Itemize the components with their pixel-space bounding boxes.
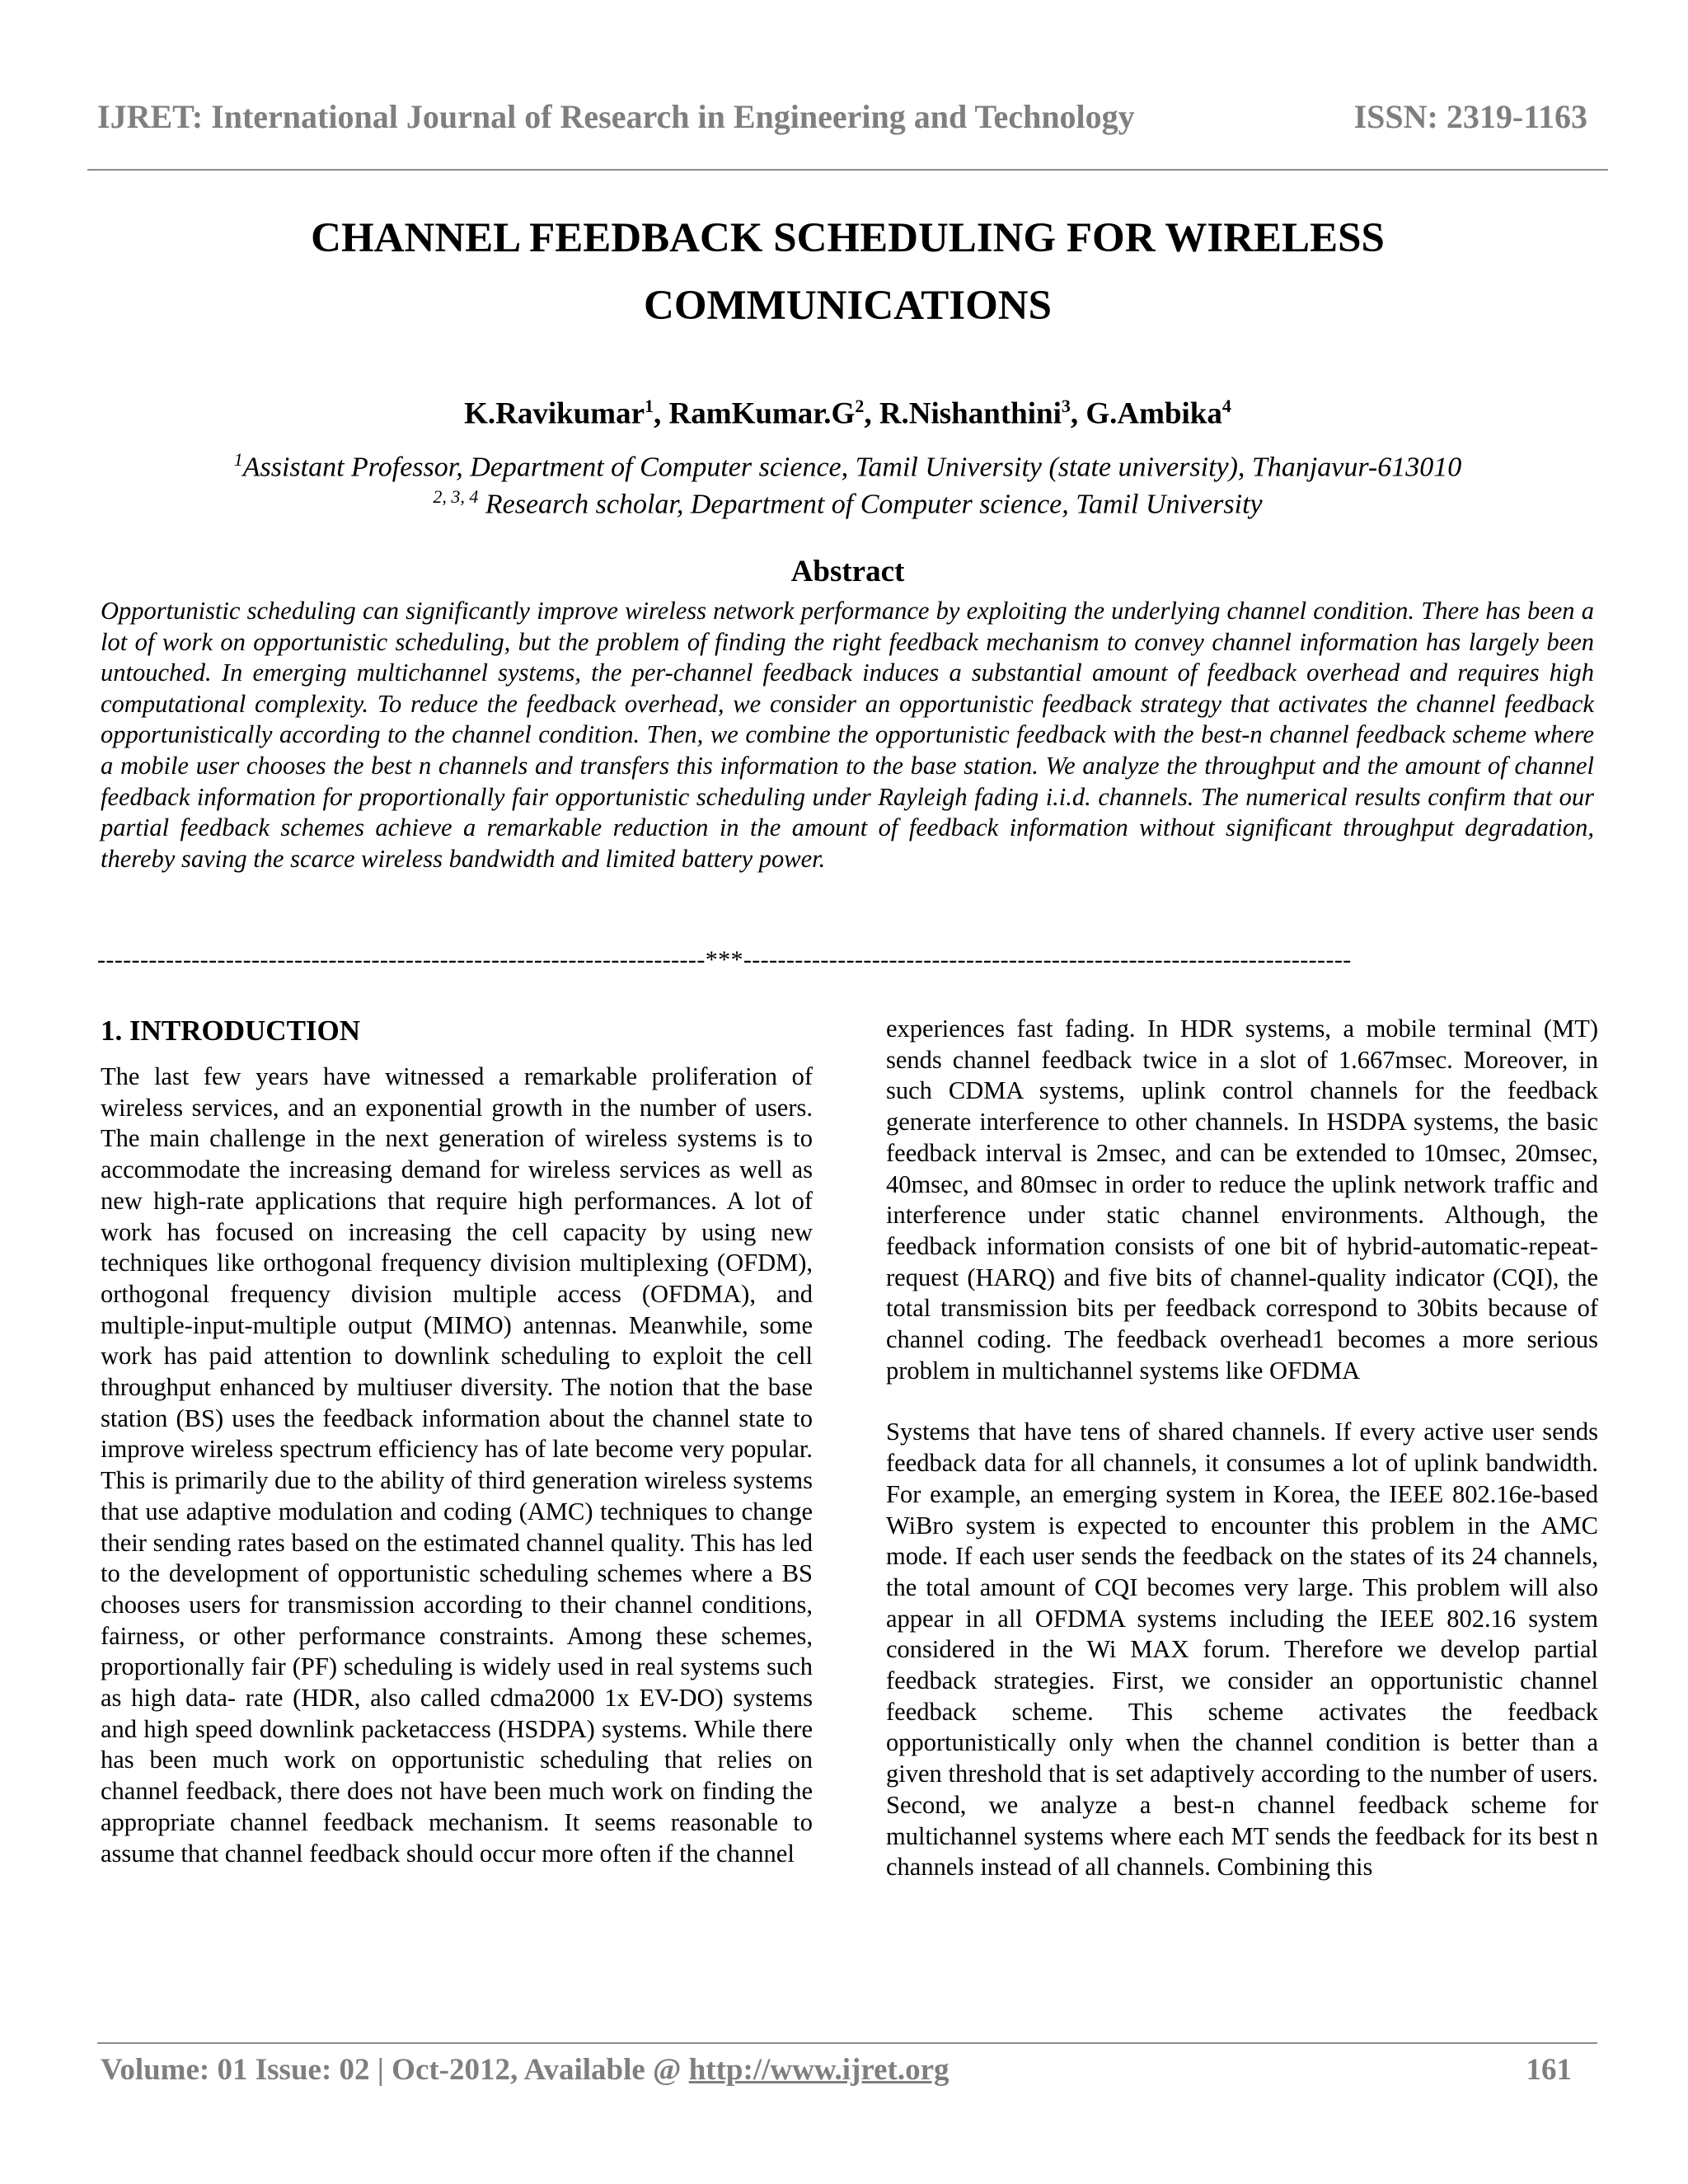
footer-text: Volume: 01 Issue: 02 | Oct-2012, Available @ <box>101 2053 689 2087</box>
author-name: K.Ravikumar <box>464 396 645 431</box>
author-superscript: 2 <box>855 396 865 416</box>
body-paragraph: Systems that have tens of shared channels. If every active user sends feedback data for all channels, it consumes a lot of uplink bandwidth. For example, an emerging system in Korea, the IEEE 802.16e-based WiBro system is expected to encounter this problem in the AMC mode. If each user sends the feedback on the states of its 24 channels, the total amount of CQI becomes very large. This problem will also appear in all OFDMA systems including the IEEE 802.16 system considered in the Wi MAX forum. Therefore we develop partial feedback strategies. First, we consider an opportunistic channel feedback scheme. This scheme activates the feedback opportunistically only when the channel condition is better than a given threshold that is set adaptively according to the number of users. Second, we analyze a best-n channel feedback scheme for multichannel systems where each MT sends the feedback for its best n channels instead of all channels. Combining this <box>886 1418 1598 1882</box>
journal-website-link[interactable]: http://www.ijret.org <box>688 2053 950 2087</box>
author-separator: , <box>1070 396 1086 431</box>
affiliation-1 <box>87 449 1608 483</box>
section-heading-introduction: 1. INTRODUCTION <box>101 1015 361 1047</box>
page-footer <box>101 2052 1576 2093</box>
author-name: RamKumar.G <box>668 396 856 431</box>
running-header <box>87 97 1608 138</box>
left-column <box>101 1012 813 1900</box>
header-divider <box>87 169 1608 171</box>
footer-volume-info <box>101 2052 950 2088</box>
author-separator: , <box>864 396 879 431</box>
title-line-1: CHANNEL FEEDBACK SCHEDULING FOR WIRELESS <box>311 215 1385 261</box>
author-superscript: 4 <box>1221 396 1231 416</box>
affiliation-text: Research scholar, Department of Computer science, Tamil University <box>478 489 1263 520</box>
right-column <box>886 1014 1598 1914</box>
affiliation-superscript: 1 <box>233 449 243 470</box>
author-superscript: 3 <box>1061 396 1071 416</box>
paper-title <box>87 204 1608 340</box>
body-paragraph: experiences fast fading. In HDR systems, a mobile terminal (MT) sends channel feedback twice in a slot of 1.667msec. Moreover, in such CDMA systems, uplink control channels for the feedback generate interference to other channels. In HSDPA systems, the basic feedback interval is 2msec, and can be extended to 10msec, 20msec, 40msec, and 80msec in order to reduce the uplink network traffic and interference under static channel environments. Although, the feedback information consists of one bit of hybrid-automatic-repeat-request (HARQ) and five bits of channel-quality indicator (CQI), the total transmission bits per feedback correspond to 30bits because of channel coding. The feedback overhead1 becomes a more serious problem in multichannel systems like OFDMA <box>886 1015 1598 1385</box>
author-name: G.Ambika <box>1085 396 1222 431</box>
title-line-2: COMMUNICATIONS <box>644 283 1052 329</box>
author-separator: , <box>654 396 669 431</box>
journal-name: IJRET: International Journal of Research in Engineering and Technology <box>97 98 1135 135</box>
abstract-heading: Abstract <box>790 555 905 588</box>
affiliation-superscript: 2, 3, 4 <box>433 486 479 507</box>
author-list <box>87 396 1608 431</box>
affiliation-2 <box>87 486 1608 520</box>
affiliation-text: Assistant Professor, Department of Computer science, Tamil University (state university), Thanjavur-613010 <box>242 452 1462 483</box>
footer-divider <box>97 2042 1597 2044</box>
body-paragraph: The last few years have witnessed a remarkable proliferation of wireless services, and an exponential growth in the number of users. The main challenge in the next generation of wireless systems is to accommodate the increasing demand for wireless services as well as new high-rate applications that require high performances. A lot of work has focused on increasing the cell capacity by using new techniques like orthogonal frequency division multiplexing (OFDM), orthogonal frequency division multiple access (OFDMA), and multiple-input-multiple output (MIMO) antennas. Meanwhile, some work has paid attention to downlink scheduling to exploit the cell throughput enhanced by multiuser diversity. The notion that the base station (BS) uses the feedback information about the channel state to improve wireless spectrum efficiency has of late become very popular. This is primarily due to the ability of third generation wireless systems that use adaptive modulation and coding (AMC) techniques to change their sending rates based on the estimated channel quality. This has led to the development of opportunistic scheduling schemes where a BS chooses users for transmission according to their channel conditions, fairness, or other performance constraints. Among these schemes, proportionally fair (PF) scheduling is widely used in real systems such as high data- rate (HDR, also called cdma2000 1x EV-DO) systems and high speed downlink packetaccess (HSDPA) systems. While there has been much work on opportunistic scheduling that relies on channel feedback, there does not have been much work on finding the appropriate channel feedback mechanism. It seems reasonable to assume that channel feedback should occur more often if the channel <box>101 1062 813 1868</box>
issn-number: ISSN: 2319-1163 <box>1353 98 1587 135</box>
abstract-text: Opportunistic scheduling can significantly improve wireless network performance by exploiting the underlying channel condition. There has been a lot of work on opportunistic scheduling, but the problem of finding the right feedback mechanism to convey channel information has largely been untouched. In emerging multichannel systems, the per-channel feedback induces a substantial amount of feedback overhead and requires high computational complexity. To reduce the feedback overhead, we consider an opportunistic feedback strategy that activates the channel feedback opportunistically according to the channel condition. Then, we combine the opportunistic feedback with the best-n channel feedback scheme where a mobile user chooses the best n channels and transfers this information to the base station. We analyze the throughput and the amount of channel feedback information for proportionally fair opportunistic scheduling under Rayleigh fading i.i.d. channels. The numerical results confirm that our partial feedback schemes achieve a remarkable reduction in the amount of feedback information without significant throughput degradation, thereby saving the scarce wireless bandwidth and limited battery power. <box>101 597 1594 873</box>
author-name: R.Nishanthini <box>879 396 1062 431</box>
section-separator: -----------------------------------------------------------------------***----------------------------------------------------------------------- <box>97 946 1352 973</box>
author-superscript: 1 <box>645 396 654 416</box>
page-number: 161 <box>1526 2053 1572 2087</box>
